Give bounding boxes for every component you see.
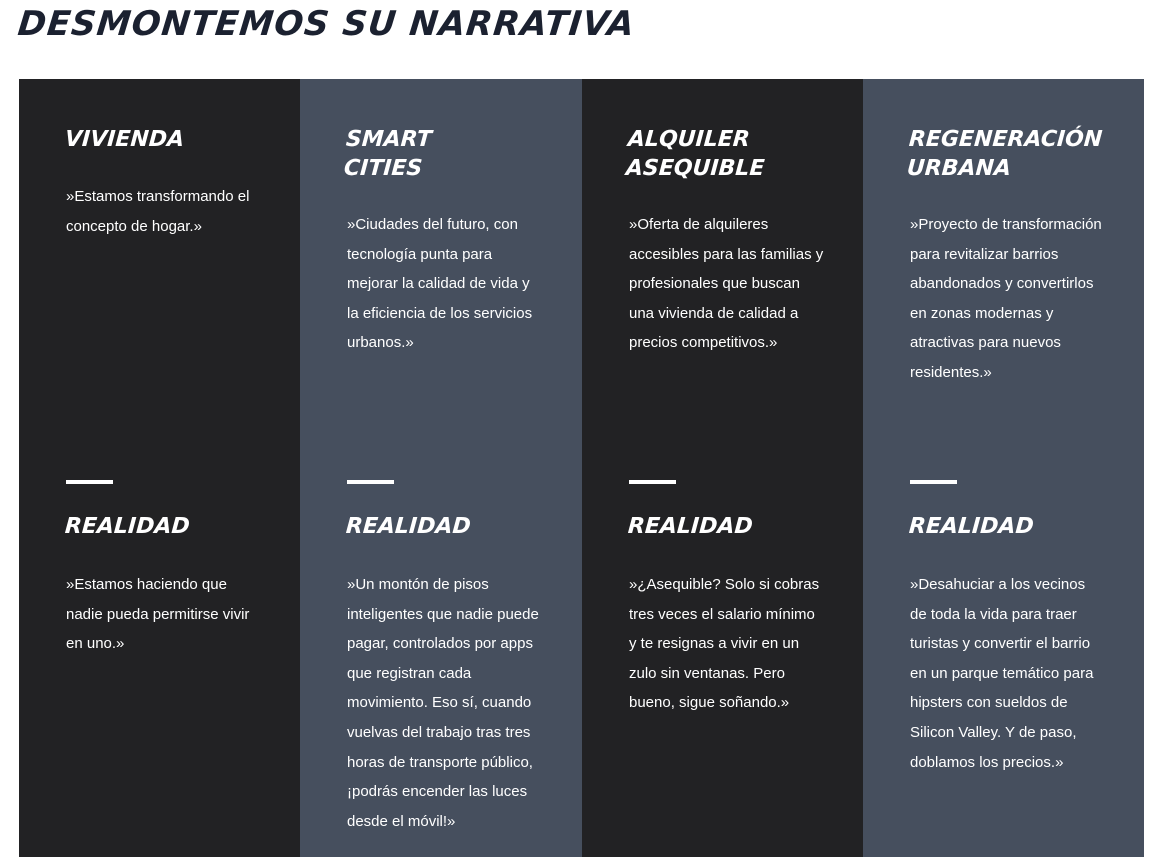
- reality-title: REALIDAD: [345, 514, 472, 539]
- column-smart-cities: [300, 79, 582, 857]
- column-alquiler-asequible: [582, 79, 863, 857]
- reality-title: REALIDAD: [908, 514, 1035, 539]
- reality-title: REALIDAD: [627, 514, 754, 539]
- narrative-quote: »Estamos transformando el concepto de hogar.»: [66, 188, 250, 235]
- narrative-title: SMART CITIES: [343, 127, 433, 181]
- narrative-columns: [19, 79, 1144, 857]
- reality-quote: »Estamos haciendo que nadie pueda permitirse vivir en uno.»: [66, 576, 250, 653]
- divider-bar: [66, 480, 113, 484]
- reality-quote: »Desahuciar a los vecinos de toda la vida para traer turistas y convertir el barrio en un parque temático para hipsters con sueldos de Silicon Valley. Y de paso, doblamos los precios.»: [910, 576, 1094, 771]
- reality-quote: »Un montón de pisos inteligentes que nadie puede pagar, controlados por apps que registran cada movimiento. Eso sí, cuando vuelvas del trabajo tras tres horas de transporte público, ¡podrás encender las luces desde el móvil!»: [347, 576, 539, 830]
- divider-bar: [910, 480, 957, 484]
- narrative-title: VIVIENDA: [64, 127, 186, 152]
- page-title: DESMONTEMOS SU NARRATIVA: [15, 4, 638, 44]
- reality-title: REALIDAD: [64, 514, 191, 539]
- narrative-quote: »Ciudades del futuro, con tecnología punta para mejorar la calidad de vida y la eficiencia de los servicios urbanos.»: [347, 216, 533, 352]
- divider-bar: [347, 480, 394, 484]
- narrative-quote: »Proyecto de transformación para revitalizar barrios abandonados y convertirlos en zonas modernas y atractivas para nuevos residentes.»: [910, 216, 1102, 381]
- divider-bar: [629, 480, 676, 484]
- column-regeneracion-urbana: [863, 79, 1144, 857]
- reality-quote: »¿Asequible? Solo si cobras tres veces el salario mínimo y te resignas a vivir en un zulo sin ventanas. Pero bueno, sigue soñando.»: [629, 576, 820, 712]
- narrative-title: ALQUILER ASEQUIBLE: [625, 127, 766, 181]
- narrative-title: REGENERACIÓN URBANA: [906, 127, 1104, 181]
- column-vivienda: [19, 79, 300, 857]
- narrative-quote: »Oferta de alquileres accesibles para las familias y profesionales que buscan una vivienda de calidad a precios competitivos.»: [629, 216, 824, 352]
